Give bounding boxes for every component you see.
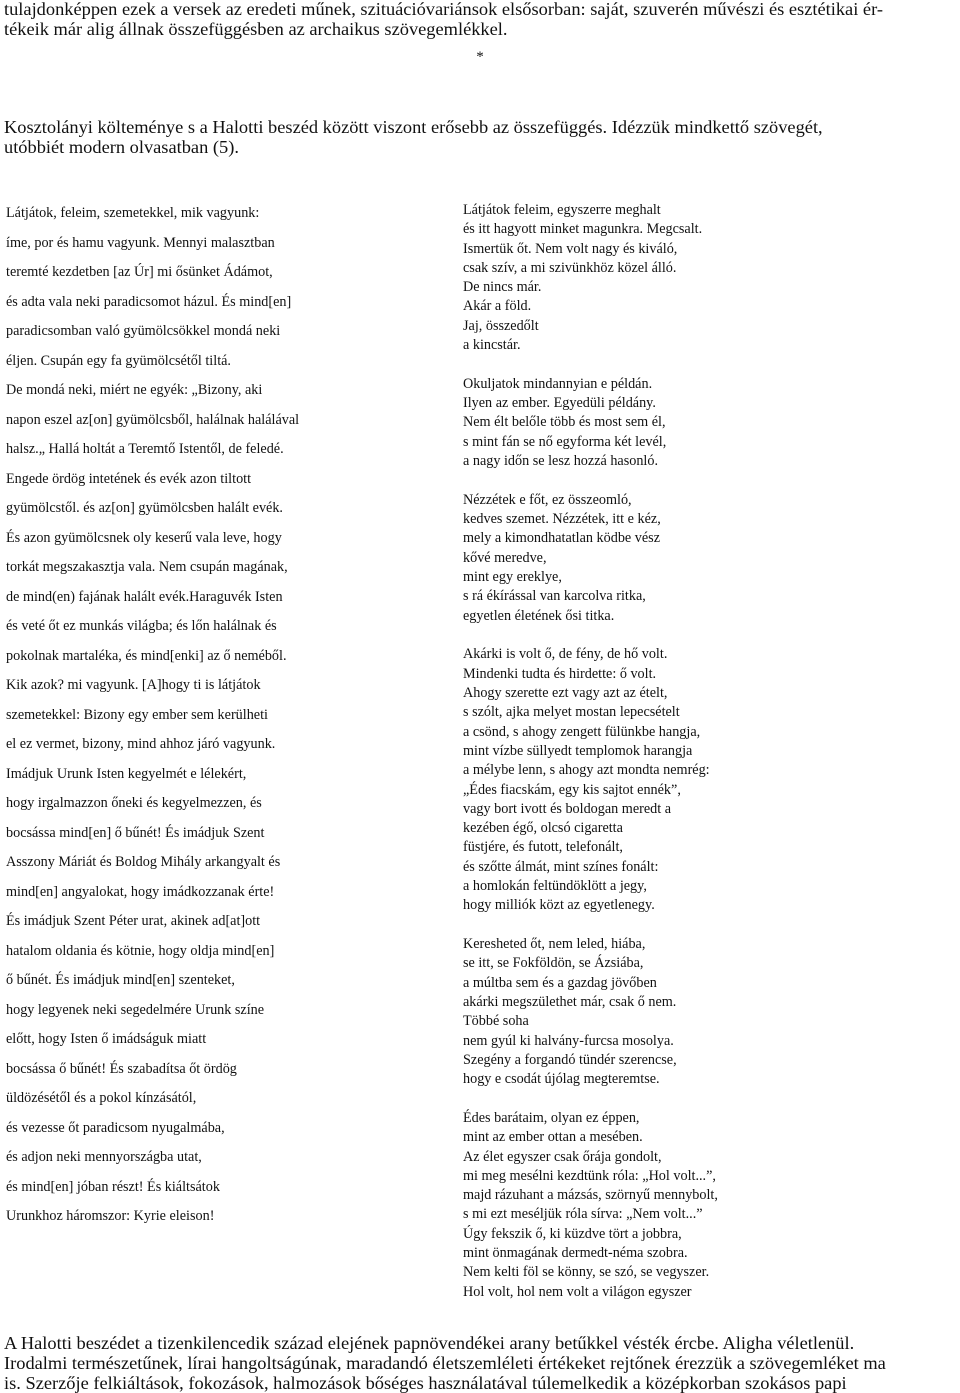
- text-line: De mondá neki, miért ne egyék: „Bizony, aki: [6, 382, 263, 398]
- poem-stanza: [463, 935, 953, 1089]
- top-paragraph: [4, 0, 958, 39]
- text-line: mind[en] angyalokat, hogy imádkozzanak érte!: [6, 883, 275, 900]
- poem-line: Nézzétek e főt, ez összeomló,: [463, 491, 632, 508]
- text-line: bocsássa mind[en] ő bűnét! És imádjuk Szent: [6, 824, 265, 841]
- poem-line: Látjátok feleim, egyszerre meghalt: [463, 202, 661, 218]
- paragraph-line: tulajdonképpen ezek a versek az eredeti műnek, szituációvariánsok elsősorban: saját, szuverén művészi és esztétikai ér-: [4, 0, 883, 19]
- text-line: előtt, hogy Isten ő imádságuk miatt: [6, 1031, 207, 1047]
- poem-line: egyetlen életének ősi titka.: [463, 607, 615, 624]
- poem-line: „Édes fiacskám, egy kis sajtot ennék”,: [463, 781, 681, 798]
- text-line: Látjátok, feleim, szemetekkel, mik vagyunk:: [6, 205, 260, 221]
- poem-line: és itt hagyott minket magunkra. Megcsalt.: [463, 221, 703, 238]
- text-line: paradicsomban való gyümölcsökkel mondá neki: [6, 323, 281, 339]
- text-line: szemetekkel: Bizony egy ember sem kerülheti: [6, 706, 268, 723]
- poem-line: Hol volt, hol nem volt a világon egyszer: [463, 1283, 692, 1300]
- poem-line: mely a kimondhatatlan ködbe vész: [463, 530, 660, 547]
- poem-line: se itt, se Fokföldön, se Ázsiába,: [463, 955, 644, 972]
- text-line: Engede ördög intetének és evék azon tiltott: [6, 470, 252, 487]
- text-line: el ez vermet, bizony, mind ahhoz járó vagyunk.: [6, 736, 276, 752]
- poem-line: Akárki is volt ő, de fény, de hő volt.: [463, 646, 668, 663]
- text-line: és mind[en] jóban részt! És kiáltsátok: [6, 1178, 220, 1195]
- poem-line: a nagy időn se lesz hozzá hasonló.: [463, 453, 659, 470]
- intro-paragraph: [4, 117, 958, 157]
- halotti-beszed-text: [6, 199, 426, 1232]
- poem-line: hogy milliók közt az egyetlenegy.: [463, 897, 655, 914]
- text-line: hogy irgalmazzon őneki és kegyelmezzen, és: [6, 795, 262, 811]
- poem-line: hogy e csodát újólag megteremtse.: [463, 1071, 660, 1088]
- poem-line: a múltba sem és a gazdag jövőben: [463, 974, 657, 991]
- poem-line: a homlokán feltündöklött a jegy,: [463, 878, 647, 894]
- poem-line: nem gyúl ki halvány-furcsa mosolya.: [463, 1032, 674, 1049]
- poem-line: Nem élt belőle több és most sem él,: [463, 414, 666, 431]
- poem-line: füstjére, és futott, telefonált,: [463, 839, 623, 856]
- poem-line: Többé soha: [463, 1013, 529, 1030]
- text-line: teremté kezdetben [az Úr] mi ősünket Ádámot,: [6, 264, 273, 280]
- text-line: üldözésétől és a pokol kínzásától,: [6, 1090, 197, 1106]
- poem-line: vagy bort ivott és boldogan meredt a: [463, 800, 672, 817]
- poem-line: Szegény a forgandó tündér szerencse,: [463, 1051, 677, 1068]
- poem-line: csak szív, a mi szivünkhöz közel álló.: [463, 259, 677, 276]
- text-line: ő bűnét. És imádjuk mind[en] szenteket,: [6, 972, 235, 988]
- poem-stanza: [463, 375, 953, 471]
- poem-line: kővé meredve,: [463, 549, 547, 566]
- paragraph-line: Kosztolányi költeménye s a Halotti beszéd között viszont erősebb az összefüggés. Idézzük mindkettő szövegét,: [4, 117, 823, 137]
- poem-line: Keresheted őt, nem leled, hiába,: [463, 936, 646, 953]
- paragraph-line: is. Szerzője felkiáltások, fokozások, halmozások bőséges használatával túlemelkedik a középkorban szokásos papi: [4, 1373, 847, 1393]
- poem-line: s mint fán se nő egyforma két levél,: [463, 433, 667, 450]
- poem-stanza: [463, 645, 953, 915]
- text-line: Kik azok? mi vagyunk. [A]hogy ti is látjátok: [6, 677, 261, 693]
- text-line: éljen. Csupán egy fa gyümölcsétől tiltá.: [6, 352, 231, 369]
- poem-line: s mi ezt meséljük róla sírva: „Nem volt...”: [463, 1206, 703, 1223]
- text-line: pokolnak martaléka, és mind[enki] az ő neméből.: [6, 647, 287, 664]
- paragraph-line: utóbbiét modern olvasatban (5).: [4, 137, 239, 157]
- poem-line: Édes barátaim, olyan ez éppen,: [463, 1109, 640, 1126]
- poem-line: a mélybe lenn, s ahogy azt mondta nemrég:: [463, 762, 710, 779]
- text-line: Urunkhoz háromszor: Kyrie eleison!: [6, 1208, 215, 1224]
- poem-line: mi meg mesélni kezdtünk róla: „Hol volt...”,: [463, 1167, 716, 1184]
- bottom-paragraph: [4, 1333, 958, 1393]
- text-line: és veté őt ez munkás világba; és lőn halálnak és: [6, 618, 277, 634]
- text-line: és adta vala neki paradicsomot házul. És mind[en]: [6, 293, 292, 310]
- paragraph-line: Irodalmi természetűnek, lírai hangoltságúnak, maradandó életszemléleti értékeket rejtőnek érezzük a szövegemléket ma: [4, 1353, 886, 1373]
- section-separator: *: [476, 49, 484, 65]
- poem-line: Okuljatok mindannyian e példán.: [463, 375, 653, 392]
- text-line: torkát megszakasztja vala. Nem csupán magának,: [6, 559, 288, 575]
- poem-line: s szólt, ajka melyet mostan lepecsételt: [463, 704, 680, 721]
- poem-line: Nem kelti föl se könny, se szó, se vegyszer.: [463, 1264, 710, 1281]
- text-line: És imádjuk Szent Péter urat, akinek ad[at]ott: [6, 913, 261, 929]
- poem-line: mint önmagának dermedt-néma szobra.: [463, 1245, 688, 1262]
- poem-line: Úgy fekszik ő, ki küzdve tört a jobbra,: [463, 1225, 682, 1242]
- text-line: napon eszel az[on] gyümölcsből, halálnak halálával: [6, 411, 300, 428]
- poem-line: mint vízbe süllyedt templomok harangja: [463, 742, 693, 759]
- text-line: halsz.„ Hallá holtát a Teremtő Istentől, de feledé.: [6, 441, 284, 457]
- text-line: Asszony Máriát és Boldog Mihály arkangyalt és: [6, 854, 281, 870]
- poem-line: majd rázuhant a mázsás, szörnyű mennybolt,: [463, 1187, 718, 1204]
- text-line: hatalom oldania és kötnie, hogy oldja mind[en]: [6, 942, 275, 959]
- text-line: íme, por és hamu vagyunk. Mennyi malasztban: [6, 234, 275, 251]
- poem-line: mint az ember ottan a mesében.: [463, 1129, 643, 1146]
- poem-line: akárki megszülethet már, csak ő nem.: [463, 993, 677, 1010]
- text-line: gyümölcstől. és az[on] gyümölcsben halált evék.: [6, 500, 283, 516]
- poem-line: Ilyen az ember. Egyedüli példány.: [463, 395, 656, 412]
- poem-line: De nincs már.: [463, 279, 542, 296]
- poem-stanza: [463, 201, 953, 355]
- text-line: Imádjuk Urunk Isten kegyelmét e lélekért,: [6, 765, 247, 782]
- poem-stanza: [463, 491, 953, 626]
- poem-line: és szőtte álmát, mint színes fonált:: [463, 858, 659, 875]
- kosztolanyi-poem: [463, 201, 953, 1321]
- poem-line: Ahogy szerette ezt vagy azt az ételt,: [463, 685, 668, 702]
- poem-line: mint egy ereklye,: [463, 569, 562, 586]
- paragraph-line: A Halotti beszédet a tizenkilencedik század elejének papnövendékei arany betűkkel vésték ércbe. Aligha véletlenül.: [4, 1333, 855, 1353]
- text-line: hogy legyenek neki segedelmére Urunk színe: [6, 1001, 265, 1018]
- text-line: de mind(en) fajának halált evék.Haraguvék Isten: [6, 588, 283, 605]
- poem-line: Jaj, összedőlt: [463, 317, 539, 334]
- poem-line: a kincstár.: [463, 337, 521, 354]
- text-line: bocsássa ő bűnét! És szabadítsa őt ördög: [6, 1060, 237, 1077]
- poem-line: Mindenki tudta és hirdette: ő volt.: [463, 665, 657, 682]
- poem-line: Akár a föld.: [463, 298, 532, 315]
- poem-line: a csönd, s ahogy zengett fülünkbe hangja,: [463, 723, 701, 740]
- poem-line: s rá ékírással van karcolva ritka,: [463, 588, 646, 605]
- poem-stanza: [463, 1109, 953, 1302]
- text-line: és vezesse őt paradicsom nyugalmába,: [6, 1119, 225, 1136]
- poem-line: kezében égő, olcsó cigaretta: [463, 820, 623, 837]
- poem-line: Az élet egyszer csak őrája gondolt,: [463, 1148, 662, 1165]
- poem-line: Ismertük őt. Nem volt nagy és kiváló,: [463, 240, 678, 257]
- poem-line: kedves szemet. Nézzétek, itt e kéz,: [463, 511, 661, 528]
- text-line: és adjon neki mennyországba utat,: [6, 1149, 202, 1165]
- text-line: És azon gyümölcsnek oly keserű vala leve, hogy: [6, 529, 282, 546]
- paragraph-line: tékeik már alig állnak összefüggésben az archaikus szövegemlékkel.: [4, 19, 508, 39]
